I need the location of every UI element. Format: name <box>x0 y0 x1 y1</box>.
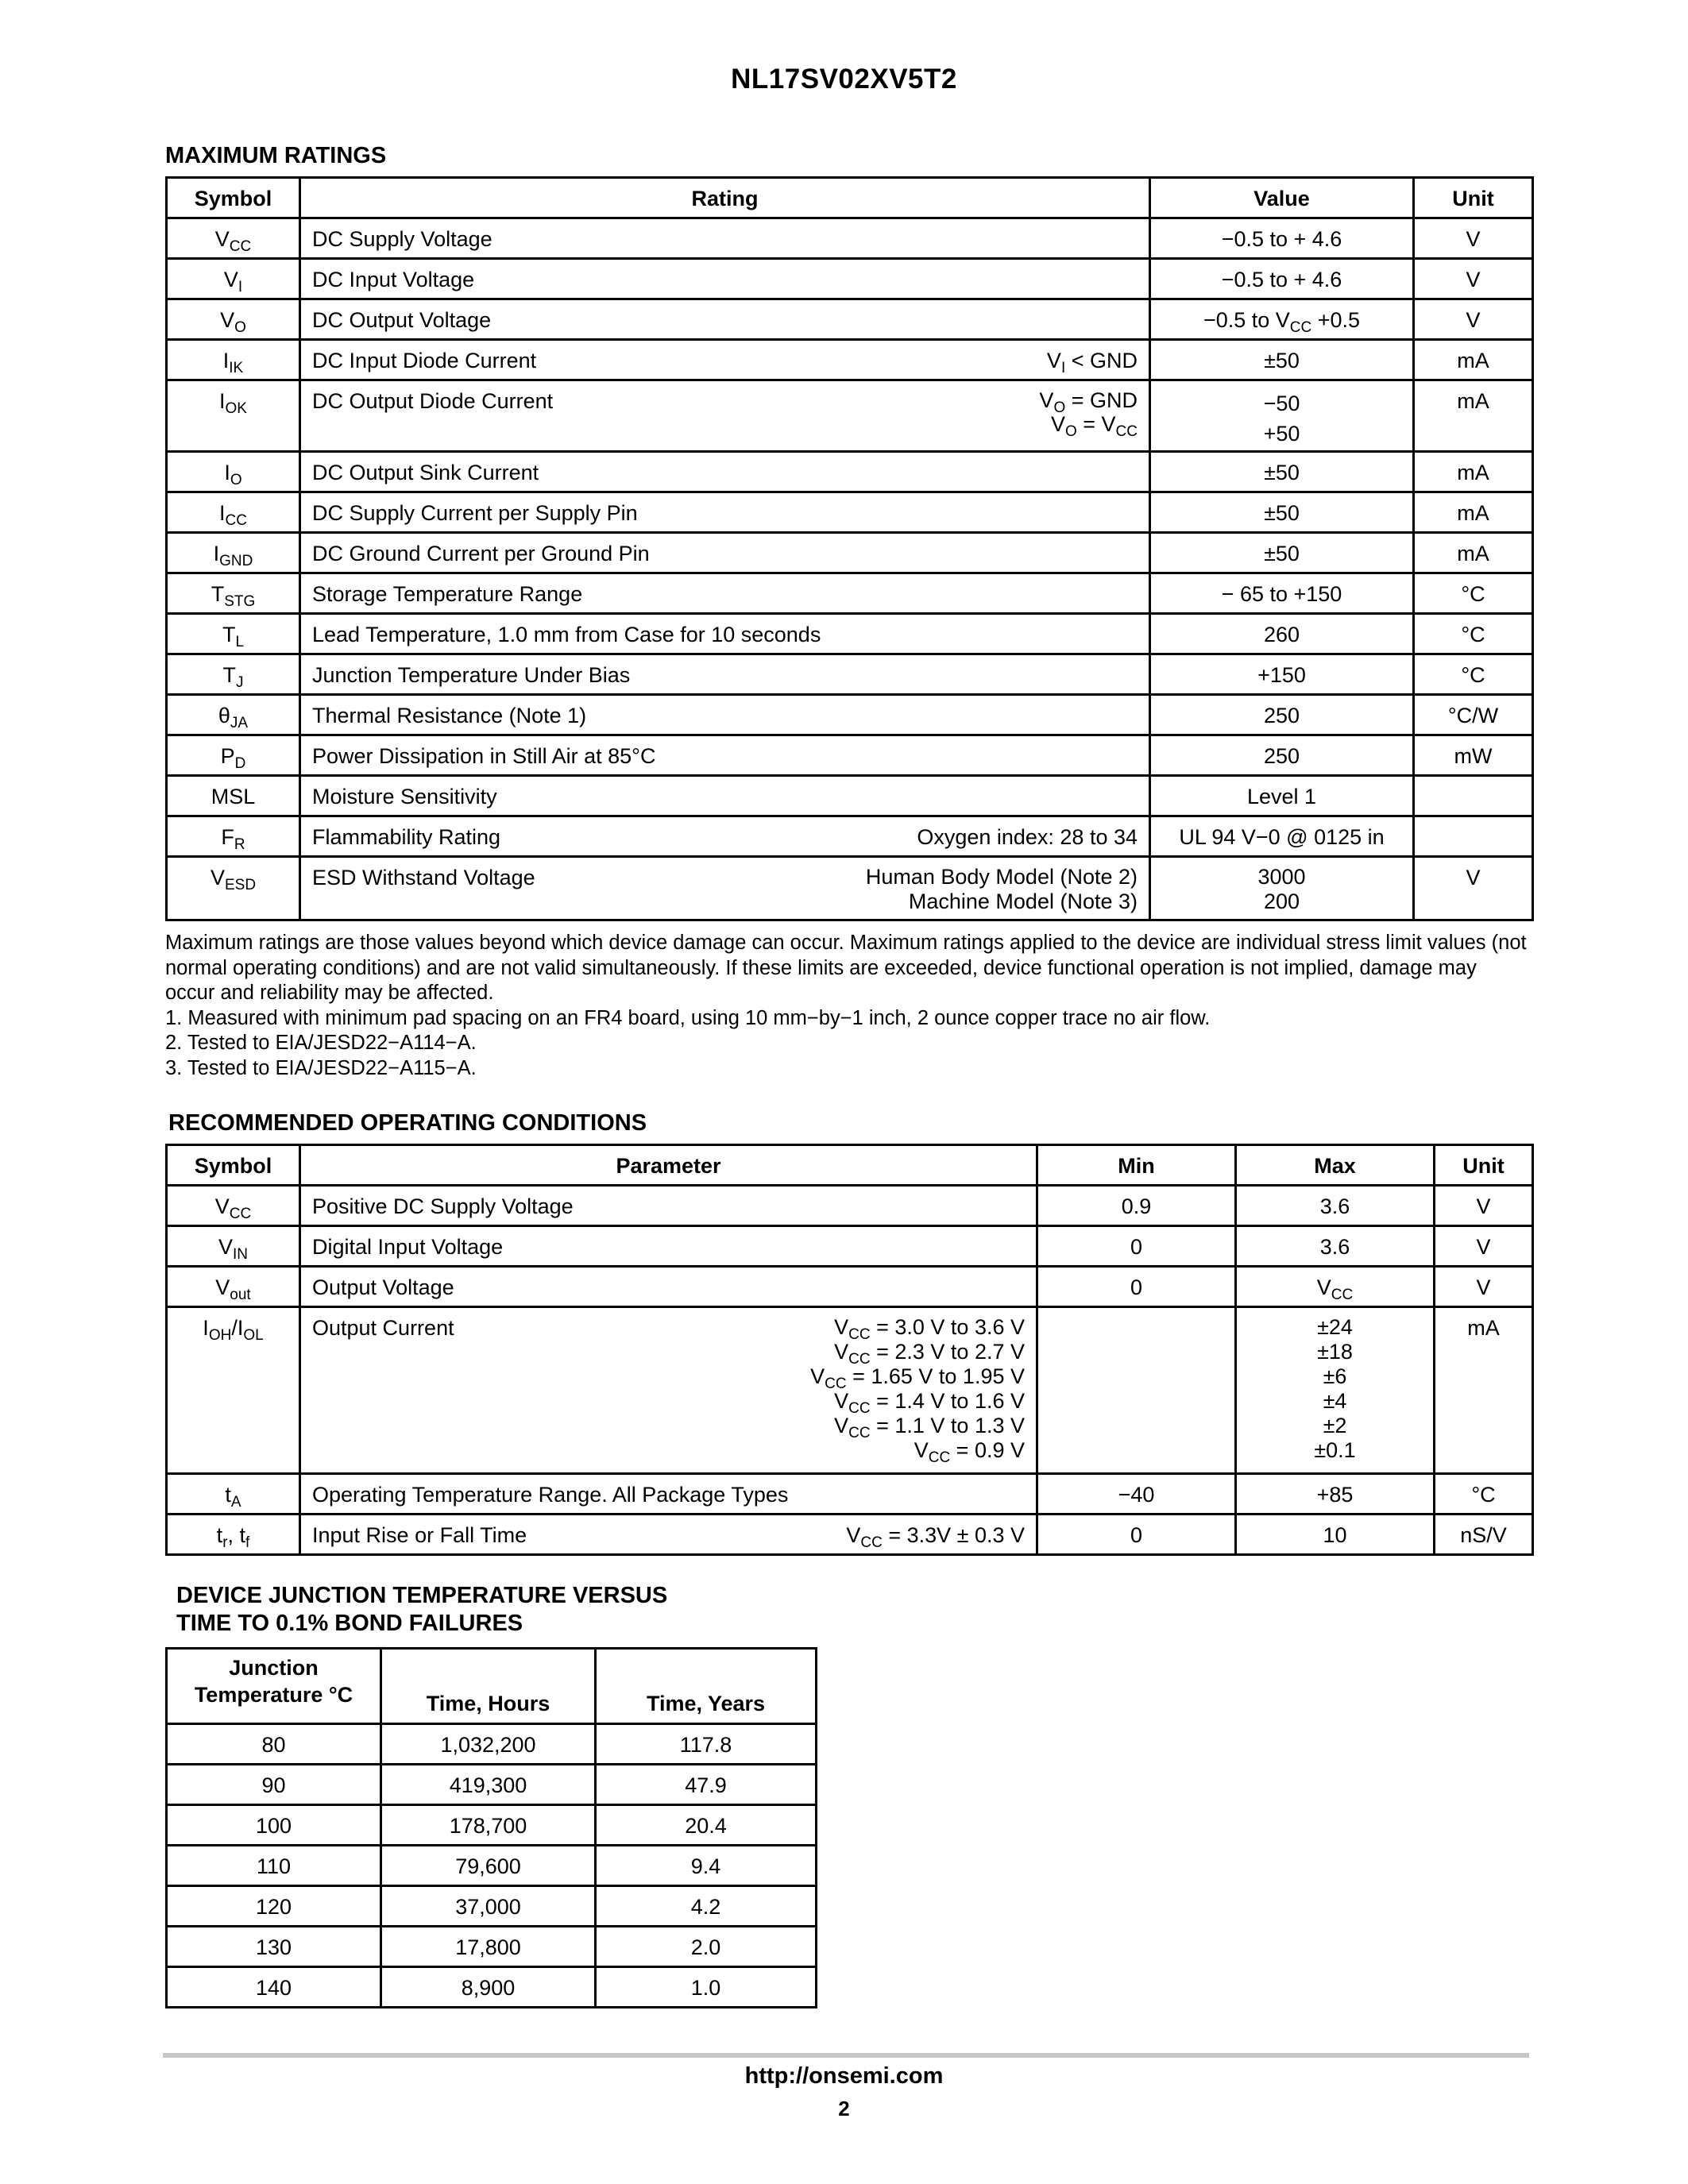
rating-cell: Moisture Sensitivity <box>300 776 1150 816</box>
table-row <box>167 1515 1533 1555</box>
table-row <box>167 218 1533 259</box>
rating-cell: DC Output Voltage <box>300 299 1150 340</box>
symbol-cell: $I_{OK}$ <box>167 380 300 452</box>
unit-cell: mW <box>1414 735 1533 776</box>
table-row <box>167 1886 817 1927</box>
temp-cell: 80 <box>167 1724 381 1765</box>
unit-cell: V <box>1414 218 1533 259</box>
unit-cell: °C <box>1414 614 1533 654</box>
unit-cell: °C <box>1435 1474 1533 1515</box>
table-row <box>167 1805 817 1846</box>
value-line: +50 <box>1263 422 1300 446</box>
symbol-cell: $I_O$ <box>167 452 300 492</box>
max-line: ±18 <box>1317 1340 1353 1364</box>
value-cell <box>1150 380 1414 452</box>
header-value: Value <box>1150 178 1414 218</box>
max-ratings-title: MAXIMUM RATINGS <box>165 143 387 168</box>
value-line: −50 <box>1263 392 1300 415</box>
hours-cell: 419,300 <box>381 1765 596 1805</box>
unit-cell: mA <box>1435 1307 1533 1474</box>
unit-cell: V <box>1435 1186 1533 1226</box>
table-header-row <box>167 178 1533 218</box>
rating-cell <box>300 380 1150 452</box>
table-row <box>167 614 1533 654</box>
hours-cell: 8,900 <box>381 1967 596 2008</box>
years-cell: 4.2 <box>596 1886 817 1927</box>
years-cell: 1.0 <box>596 1967 817 2008</box>
symbol-cell: $I_{IK}$ <box>167 340 300 380</box>
parameter-cell: Digital Input Voltage <box>300 1226 1037 1267</box>
header-symbol: Symbol <box>167 1145 300 1186</box>
rating-cell: DC Supply Voltage <box>300 218 1150 259</box>
condition-line: $V_{CC} = 1.1$ V to 1.3 V <box>834 1414 1025 1441</box>
unit-cell: °C/W <box>1414 695 1533 735</box>
condition-line: $V_{CC} = 3.0$ V to 3.6 V <box>834 1315 1025 1343</box>
max-ratings-notes <box>165 931 1532 1081</box>
min-cell: 0 <box>1037 1267 1236 1307</box>
value-cell: ±50 <box>1150 533 1414 573</box>
junction-title: DEVICE JUNCTION TEMPERATURE VERSUS TIME TO 0.1% BOND FAILURES <box>176 1583 668 1636</box>
rec-op-title: RECOMMENDED OPERATING CONDITIONS <box>168 1110 647 1136</box>
rating-text: Flammability Rating <box>312 825 501 849</box>
value-cell: UL 94 V−0 @ 0125 in <box>1150 816 1414 857</box>
hours-cell: 79,600 <box>381 1846 596 1886</box>
unit-cell: mA <box>1414 452 1533 492</box>
value-cell: 260 <box>1150 614 1414 654</box>
table-row <box>167 573 1533 614</box>
max-cell: 3.6 <box>1236 1226 1435 1267</box>
symbol-cell: $V_{CC}$ <box>167 218 300 259</box>
value-cell: 250 <box>1150 695 1414 735</box>
max-cell <box>1236 1307 1435 1474</box>
header-parameter: Parameter <box>300 1145 1037 1186</box>
rating-cell <box>300 816 1150 857</box>
value-cell: ±50 <box>1150 452 1414 492</box>
parameter-cell: Operating Temperature Range. All Package Types <box>300 1474 1037 1515</box>
unit-cell: mA <box>1414 380 1533 452</box>
header-years: Time, Years <box>596 1649 817 1724</box>
value-line: 200 <box>1263 889 1300 913</box>
symbol-cell: $V_{ESD}$ <box>167 857 300 920</box>
symbol-cell: $P_D$ <box>167 735 300 776</box>
condition-line: $V_{CC} = 0.9$ V <box>914 1438 1025 1466</box>
junction-table <box>165 1647 817 2008</box>
unit-cell: mA <box>1414 340 1533 380</box>
hours-cell: 1,032,200 <box>381 1724 596 1765</box>
unit-cell: mA <box>1414 533 1533 573</box>
max-cell: $V_{CC}$ <box>1236 1267 1435 1307</box>
header-unit: Unit <box>1414 178 1533 218</box>
min-cell <box>1037 1307 1236 1474</box>
temp-cell: 90 <box>167 1765 381 1805</box>
symbol-cell: $T_L$ <box>167 614 300 654</box>
symbol-cell: $I_{OH}/I_{OL}$ <box>167 1307 300 1474</box>
years-cell: 20.4 <box>596 1805 817 1846</box>
max-cell: 3.6 <box>1236 1186 1435 1226</box>
rating-cell <box>300 340 1150 380</box>
parameter-text: Input Rise or Fall Time <box>312 1523 527 1547</box>
max-line: ±4 <box>1323 1389 1347 1413</box>
table-row <box>167 299 1533 340</box>
table-row <box>167 1307 1533 1474</box>
table-row <box>167 1846 817 1886</box>
unit-cell: °C <box>1414 573 1533 614</box>
min-cell: 0 <box>1037 1515 1236 1555</box>
min-cell: −40 <box>1037 1474 1236 1515</box>
table-row <box>167 857 1533 920</box>
page-number: 2 <box>838 2097 850 2120</box>
table-row <box>167 816 1533 857</box>
symbol-cell: $V_I$ <box>167 259 300 299</box>
rating-cell: DC Input Voltage <box>300 259 1150 299</box>
header-max: Max <box>1236 1145 1435 1186</box>
table-row <box>167 1927 817 1967</box>
table-row <box>167 1967 817 2008</box>
years-cell: 2.0 <box>596 1927 817 1967</box>
symbol-cell: MSL <box>167 776 300 816</box>
header-rating: Rating <box>300 178 1150 218</box>
value-cell <box>1150 857 1414 920</box>
parameter-text: Output Current <box>312 1316 454 1340</box>
table-row <box>167 1186 1533 1226</box>
min-cell: 0.9 <box>1037 1186 1236 1226</box>
years-cell: 9.4 <box>596 1846 817 1886</box>
max-line: ±24 <box>1317 1315 1353 1339</box>
unit-cell: nS/V <box>1435 1515 1533 1555</box>
rating-cell: Thermal Resistance (Note 1) <box>300 695 1150 735</box>
symbol-cell: $t_A$ <box>167 1474 300 1515</box>
table-row <box>167 1765 817 1805</box>
value-cell: Level 1 <box>1150 776 1414 816</box>
rating-cell: Junction Temperature Under Bias <box>300 654 1150 695</box>
temp-cell: 100 <box>167 1805 381 1846</box>
table-header-row <box>167 1649 817 1724</box>
value-cell: −0.5 to $V_{CC} +0.5$ <box>1150 299 1414 340</box>
header-unit: Unit <box>1435 1145 1533 1186</box>
symbol-cell: $\theta_{JA}$ <box>167 695 300 735</box>
symbol-cell: $I_{GND}$ <box>167 533 300 573</box>
note-item: 2. Tested to EIA/JESD22−A114−A. <box>165 1032 477 1054</box>
table-row <box>167 492 1533 533</box>
condition-text: $V_{CC} = 3.3V \pm 0.3$ V <box>846 1523 1025 1551</box>
symbol-cell: $T_{STG}$ <box>167 573 300 614</box>
table-row <box>167 1267 1533 1307</box>
value-cell: 250 <box>1150 735 1414 776</box>
parameter-cell: Output Voltage <box>300 1267 1037 1307</box>
max-line: ±6 <box>1323 1364 1347 1388</box>
max-line: ±2 <box>1323 1414 1347 1437</box>
max-cell: +85 <box>1236 1474 1435 1515</box>
max-line: ±0.1 <box>1314 1438 1356 1462</box>
parameter-cell: Positive DC Supply Voltage <box>300 1186 1037 1226</box>
symbol-cell: $t_r$, $t_f$ <box>167 1515 300 1555</box>
temp-cell: 140 <box>167 1967 381 2008</box>
table-row <box>167 380 1533 452</box>
value-cell: −0.5 to + 4.6 <box>1150 218 1414 259</box>
table-row <box>167 259 1533 299</box>
table-row <box>167 1226 1533 1267</box>
symbol-cell: $V_O$ <box>167 299 300 340</box>
table-row <box>167 533 1533 573</box>
unit-cell <box>1414 816 1533 857</box>
condition-text: Human Body Model (Note 2) Machine Model (Note 3) <box>865 865 1138 913</box>
condition-text: Oxygen index: 28 to 34 <box>917 825 1138 849</box>
condition-text: $V_O$ = GND $V_O = V_{CC}$ <box>1039 388 1138 440</box>
max-ratings-table <box>165 176 1534 921</box>
table-row <box>167 340 1533 380</box>
temp-cell: 130 <box>167 1927 381 1967</box>
table-row <box>167 1724 817 1765</box>
value-cell: − 65 to +150 <box>1150 573 1414 614</box>
unit-cell: V <box>1414 857 1533 920</box>
max-cell: 10 <box>1236 1515 1435 1555</box>
condition-line: $V_{CC} = 1.65$ V to 1.95 V <box>810 1364 1025 1392</box>
unit-cell: V <box>1414 299 1533 340</box>
symbol-cell: $V_{out}$ <box>167 1267 300 1307</box>
parameter-cell <box>300 1307 1037 1474</box>
rating-text: ESD Withstand Voltage <box>312 866 535 889</box>
rec-op-table <box>165 1144 1534 1556</box>
rating-cell: Power Dissipation in Still Air at 85°C <box>300 735 1150 776</box>
table-row <box>167 452 1533 492</box>
table-row <box>167 776 1533 816</box>
rating-cell: DC Output Sink Current <box>300 452 1150 492</box>
condition-line: $V_{CC} = 2.3$ V to 2.7 V <box>834 1340 1025 1368</box>
table-row <box>167 695 1533 735</box>
unit-cell: V <box>1435 1267 1533 1307</box>
years-cell: 117.8 <box>596 1724 817 1765</box>
page-title: NL17SV02XV5T2 <box>731 64 957 95</box>
table-header-row <box>167 1145 1533 1186</box>
hours-cell: 37,000 <box>381 1886 596 1927</box>
value-line: 3000 <box>1257 865 1306 889</box>
value-cell: +150 <box>1150 654 1414 695</box>
unit-cell: V <box>1414 259 1533 299</box>
value-cell: ±50 <box>1150 340 1414 380</box>
rating-text: DC Output Diode Current <box>312 389 554 413</box>
symbol-cell: $V_{CC}$ <box>167 1186 300 1226</box>
temp-cell: 120 <box>167 1886 381 1927</box>
header-hours: Time, Hours <box>381 1649 596 1724</box>
rating-cell: DC Ground Current per Ground Pin <box>300 533 1150 573</box>
unit-cell <box>1414 776 1533 816</box>
unit-cell: mA <box>1414 492 1533 533</box>
rating-cell <box>300 857 1150 920</box>
table-row <box>167 1474 1533 1515</box>
min-cell: 0 <box>1037 1226 1236 1267</box>
symbol-cell: $F_R$ <box>167 816 300 857</box>
header-symbol: Symbol <box>167 178 300 218</box>
value-cell: ±50 <box>1150 492 1414 533</box>
footer-url[interactable]: http://onsemi.com <box>744 2063 944 2089</box>
table-row <box>167 654 1533 695</box>
header-min: Min <box>1037 1145 1236 1186</box>
parameter-cell <box>300 1515 1037 1555</box>
note-item: 1. Measured with minimum pad spacing on an FR4 board, using 10 mm−by−1 inch, 2 ounce copper trace no air flow. <box>165 1006 1211 1029</box>
note-item: 3. Tested to EIA/JESD22−A115−A. <box>165 1056 477 1079</box>
years-cell: 47.9 <box>596 1765 817 1805</box>
symbol-cell: $V_{IN}$ <box>167 1226 300 1267</box>
condition-text: $V_I$ < GND <box>1046 349 1138 376</box>
condition-list <box>810 1315 1025 1466</box>
rating-cell: Lead Temperature, 1.0 mm from Case for 10 seconds <box>300 614 1150 654</box>
header-temperature: Junction Temperature °C <box>167 1649 381 1724</box>
symbol-cell: $I_{CC}$ <box>167 492 300 533</box>
hours-cell: 17,800 <box>381 1927 596 1967</box>
table-row <box>167 735 1533 776</box>
footer-rule <box>163 2053 1529 2058</box>
rating-text: DC Input Diode Current <box>312 349 537 372</box>
symbol-cell: $T_J$ <box>167 654 300 695</box>
unit-cell: V <box>1435 1226 1533 1267</box>
temp-cell: 110 <box>167 1846 381 1886</box>
note-paragraph: Maximum ratings are those values beyond which device damage can occur. Maximum ratings applied to the device are individual stress limit values (not normal operating conditions) and are not valid simultaneously. If these limits are exceeded, device functional operation is not implied, damage may occur and reliability may be affected. <box>165 932 1527 1004</box>
value-cell: −0.5 to + 4.6 <box>1150 259 1414 299</box>
unit-cell: °C <box>1414 654 1533 695</box>
rating-cell: Storage Temperature Range <box>300 573 1150 614</box>
rating-cell: DC Supply Current per Supply Pin <box>300 492 1150 533</box>
condition-line: $V_{CC} = 1.4$ V to 1.6 V <box>834 1389 1025 1417</box>
hours-cell: 178,700 <box>381 1805 596 1846</box>
